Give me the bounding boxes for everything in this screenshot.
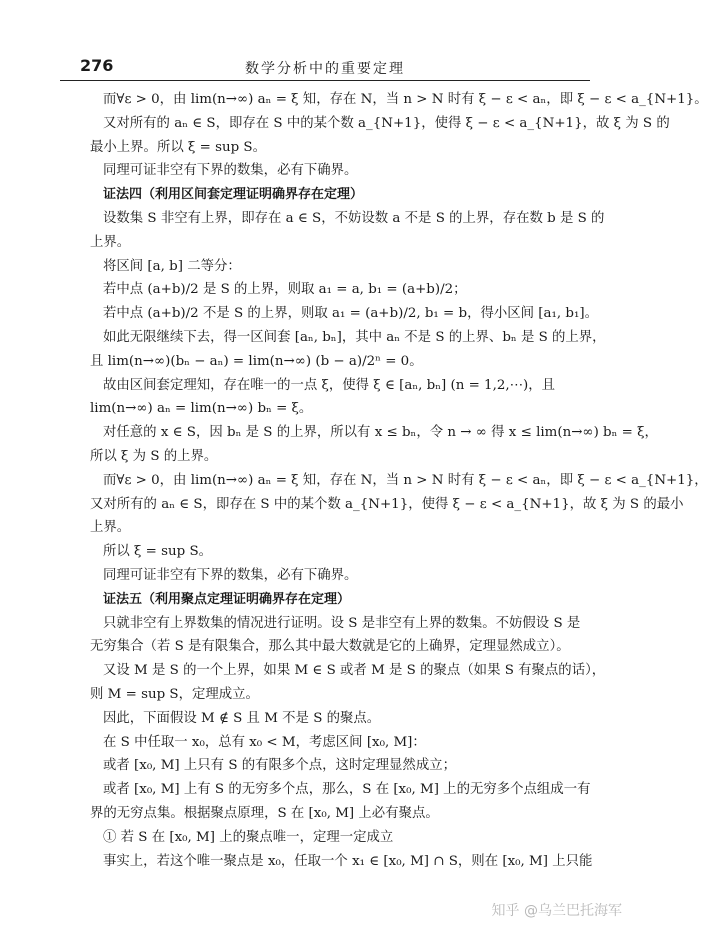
text-line: 同理可证非空有下界的数集，必有下确界。 bbox=[103, 567, 358, 583]
page-body bbox=[90, 88, 708, 873]
text-line: 设数集 S 非空有上界，即存在 a ∈ S，不妨设数 a 不是 S 的上界，存在数 b 是 S 的 bbox=[103, 210, 605, 226]
text-line: 所以 ξ = sup S。 bbox=[103, 544, 213, 560]
text-line: 又对所有的 aₙ ∈ S，即存在 S 中的某个数 a_{N+1}，使得 ξ − ε < a_{N+1}，故 ξ 为 S 的最小 bbox=[90, 496, 684, 512]
text-line: 又设 M 是 S 的一个上界，如果 M ∈ S 或者 M 是 S 的聚点（如果 S 有聚点的话）， bbox=[103, 663, 606, 679]
text-line: 或者 [x₀, M] 上有 S 的无穷多个点，那么，S 在 [x₀, M] 上的无穷多个点组成一有 bbox=[103, 782, 591, 798]
text-line: 同理可证非空有下界的数集，必有下确界。 bbox=[103, 163, 358, 179]
text-line: 而∀ε > 0，由 lim(n→∞) aₙ = ξ 知，存在 N，当 n > N 时有 ξ − ε < aₙ，即 ξ − ε < a_{N+1}。 bbox=[103, 92, 708, 107]
text-line: 如此无限继续下去，得一区间套 [aₙ, bₙ]，其中 aₙ 不是 S 的上界、bₙ 是 S 的上界， bbox=[103, 329, 606, 345]
text-line: 而∀ε > 0，由 lim(n→∞) aₙ = ξ 知，存在 N，当 n > N 时有 ξ − ε < aₙ，即 ξ − ε < a_{N+1}， bbox=[103, 472, 708, 488]
text-line: 上界。 bbox=[90, 234, 131, 250]
text-line: 最小上界。所以 ξ = sup S。 bbox=[90, 139, 266, 155]
text-line: 将区间 [a, b] 二等分： bbox=[103, 258, 241, 274]
text-line: 故由区间套定理知，存在唯一的一点 ξ，使得 ξ ∈ [aₙ, bₙ] (n = 1,2,⋯)，且 bbox=[103, 377, 555, 393]
text-line: 上界。 bbox=[90, 520, 131, 536]
text-line: 因此，下面假设 M ∉ S 且 M 不是 S 的聚点。 bbox=[103, 710, 381, 726]
text-line: 对任意的 x ∈ S，因 bₙ 是 S 的上界，所以有 x ≤ bₙ，令 n → ∞ 得 x ≤ lim(n→∞) bₙ = ξ， bbox=[103, 425, 658, 441]
text-line: 或者 [x₀, M] 上只有 S 的有限多个点，这时定理显然成立； bbox=[103, 758, 456, 774]
text-line: ① 若 S 在 [x₀, M] 上的聚点唯一，定理一定成立 bbox=[103, 829, 394, 845]
running-title: 数学分析中的重要定理 bbox=[245, 61, 405, 77]
text-line: 无穷集合（若 S 是有限集合，那么其中最大数就是它的上确界，定理显然成立）。 bbox=[90, 639, 570, 655]
text-line: 又对所有的 aₙ ∈ S，即存在 S 中的某个数 a_{N+1}，使得 ξ − ε < a_{N+1}，故 ξ 为 S 的 bbox=[103, 115, 670, 131]
page-number: 276 bbox=[80, 56, 114, 75]
proof-heading: 证法五（利用聚点定理证明确界存在定理） bbox=[103, 591, 351, 607]
text-line: 若中点 (a+b)/2 是 S 的上界，则取 a₁ = a, b₁ = (a+b)/2； bbox=[103, 282, 467, 298]
text-line: 且 lim(n→∞)(bₙ − aₙ) = lim(n→∞) (b − a)/2ⁿ = 0。 bbox=[90, 353, 423, 369]
watermark: 知乎 @乌兰巴托海军 bbox=[491, 903, 622, 919]
text-line: 事实上，若这个唯一聚点是 x₀，任取一个 x₁ ∈ [x₀, M] ∩ S，则在 [x₀, M] 上只能 bbox=[103, 853, 593, 869]
text-line: lim(n→∞) aₙ = lim(n→∞) bₙ = ξ。 bbox=[90, 401, 313, 417]
text-line: 所以 ξ 为 S 的上界。 bbox=[90, 448, 218, 464]
text-line: 只就非空有上界数集的情况进行证明。设 S 是非空有上界的数集。不妨假设 S 是 bbox=[103, 615, 581, 631]
text-line: 界的无穷点集。根据聚点原理，S 在 [x₀, M] 上必有聚点。 bbox=[90, 805, 439, 821]
text-line: 则 M = sup S，定理成立。 bbox=[90, 686, 259, 702]
page-header bbox=[60, 52, 590, 81]
proof-heading: 证法四（利用区间套定理证明确界存在定理） bbox=[103, 187, 364, 203]
text-line: 在 S 中任取一 x₀，总有 x₀ < M，考虑区间 [x₀, M]： bbox=[103, 734, 426, 750]
text-line: 若中点 (a+b)/2 不是 S 的上界，则取 a₁ = (a+b)/2, b₁ = b，得小区间 [a₁, b₁]。 bbox=[103, 306, 598, 322]
